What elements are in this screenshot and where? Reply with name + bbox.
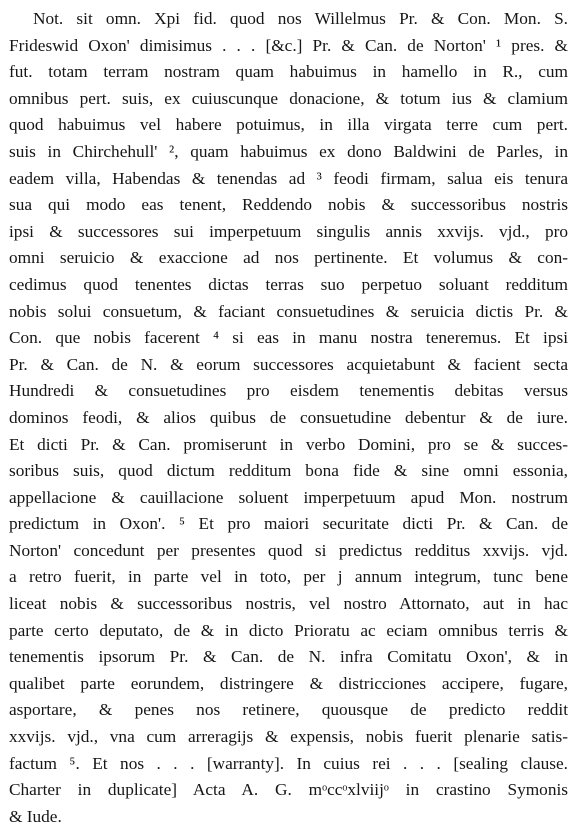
text-line: qualibet parte eorundem, distringere & districciones accipere, fugare, xyxy=(9,673,568,693)
text-line: & Iude. xyxy=(9,806,62,826)
text-line: omni seruicio & exaccione ad nos pertinente. Et volumus & con- xyxy=(9,248,568,268)
text-line: fut. totam terram nostram quam habuimus in hamello in R., cum xyxy=(9,62,568,82)
charter-text xyxy=(9,6,568,830)
text-line: a retro fuerit, in parte vel in toto, per j annum integrum, tunc bene xyxy=(9,567,568,587)
text-line: nobis solui consuetum, & faciant consuetudines & seruicia dictis Pr. & xyxy=(9,301,568,321)
text-line: Hundredi & consuetudines pro eisdem tenementis debitas versus xyxy=(9,381,568,401)
text-line: Et dicti Pr. & Can. promiserunt in verbo Domini, pro se & succes- xyxy=(9,434,568,454)
text-line: factum ⁵. Et nos . . . [warranty]. In cuius rei . . . [sealing clause. xyxy=(9,753,568,773)
text-line: suis in Chirchehull' ², quam habuimus ex dono Baldwini de Parles, in xyxy=(9,141,568,161)
text-line: Pr. & Can. de N. & eorum successores acquietabunt & facient secta xyxy=(9,354,568,374)
text-line: xxvijs. vjd., vna cum arreragijs & expensis, nobis fuerit plenarie satis- xyxy=(9,727,568,747)
text-line: tenementis ipsorum Pr. & Can. de N. infra Comitatu Oxon', & in xyxy=(9,647,568,667)
text-line: Norton' concedunt per presentes quod si predictus redditus xxvijs. vjd. xyxy=(9,540,568,560)
text-line: eadem villa, Habendas & tenendas ad ³ feodi firmam, salua eis tenura xyxy=(9,168,568,188)
text-line: omnibus pert. suis, ex cuiuscunque donacione, & totum ius & clamium xyxy=(9,88,568,108)
text-line: asportare, & penes nos retinere, quousque de predicto reddit xyxy=(9,700,568,720)
text-line: parte certo deputato, de & in dicto Prioratu ac eciam omnibus terris & xyxy=(9,620,568,640)
text-line: Frideswid Oxon' dimisimus . . . [&c.] Pr. & Can. de Norton' ¹ pres. & xyxy=(9,35,568,55)
text-line: Charter in duplicate] Acta A. G. mᵒccᵒxlviijᵒ in crastino Symonis xyxy=(9,780,568,800)
text-line: Con. que nobis facerent ⁴ si eas in manu nostra teneremus. Et ipsi xyxy=(9,328,568,348)
text-line: liceat nobis & successoribus nostris, vel nostro Attornato, aut in hac xyxy=(9,594,568,614)
text-line: ipsi & successores sui imperpetuum singulis annis xxvijs. vjd., pro xyxy=(9,221,568,241)
text-line: sua qui modo eas tenent, Reddendo nobis & successoribus nostris xyxy=(9,195,568,215)
text-line: quod habuimus vel habere potuimus, in illa virgata terre cum pert. xyxy=(9,115,568,135)
text-line: dominos feodi, & alios quibus de consuetudine debentur & de iure. xyxy=(9,407,568,427)
text-line: predictum in Oxon'. ⁵ Et pro maiori securitate dicti Pr. & Can. de xyxy=(9,514,568,534)
text-line: cedimus quod tenentes dictas terras suo perpetuo soluant redditum xyxy=(9,274,568,294)
text-line: appellacione & cauillacione soluent imperpetuum apud Mon. nostrum xyxy=(9,487,568,507)
text-line: Not. sit omn. Xpi fid. quod nos Willelmus Pr. & Con. Mon. S. xyxy=(33,9,568,28)
text-line: soribus suis, quod dictum redditum bona fide & sine omni essonia, xyxy=(9,461,568,481)
